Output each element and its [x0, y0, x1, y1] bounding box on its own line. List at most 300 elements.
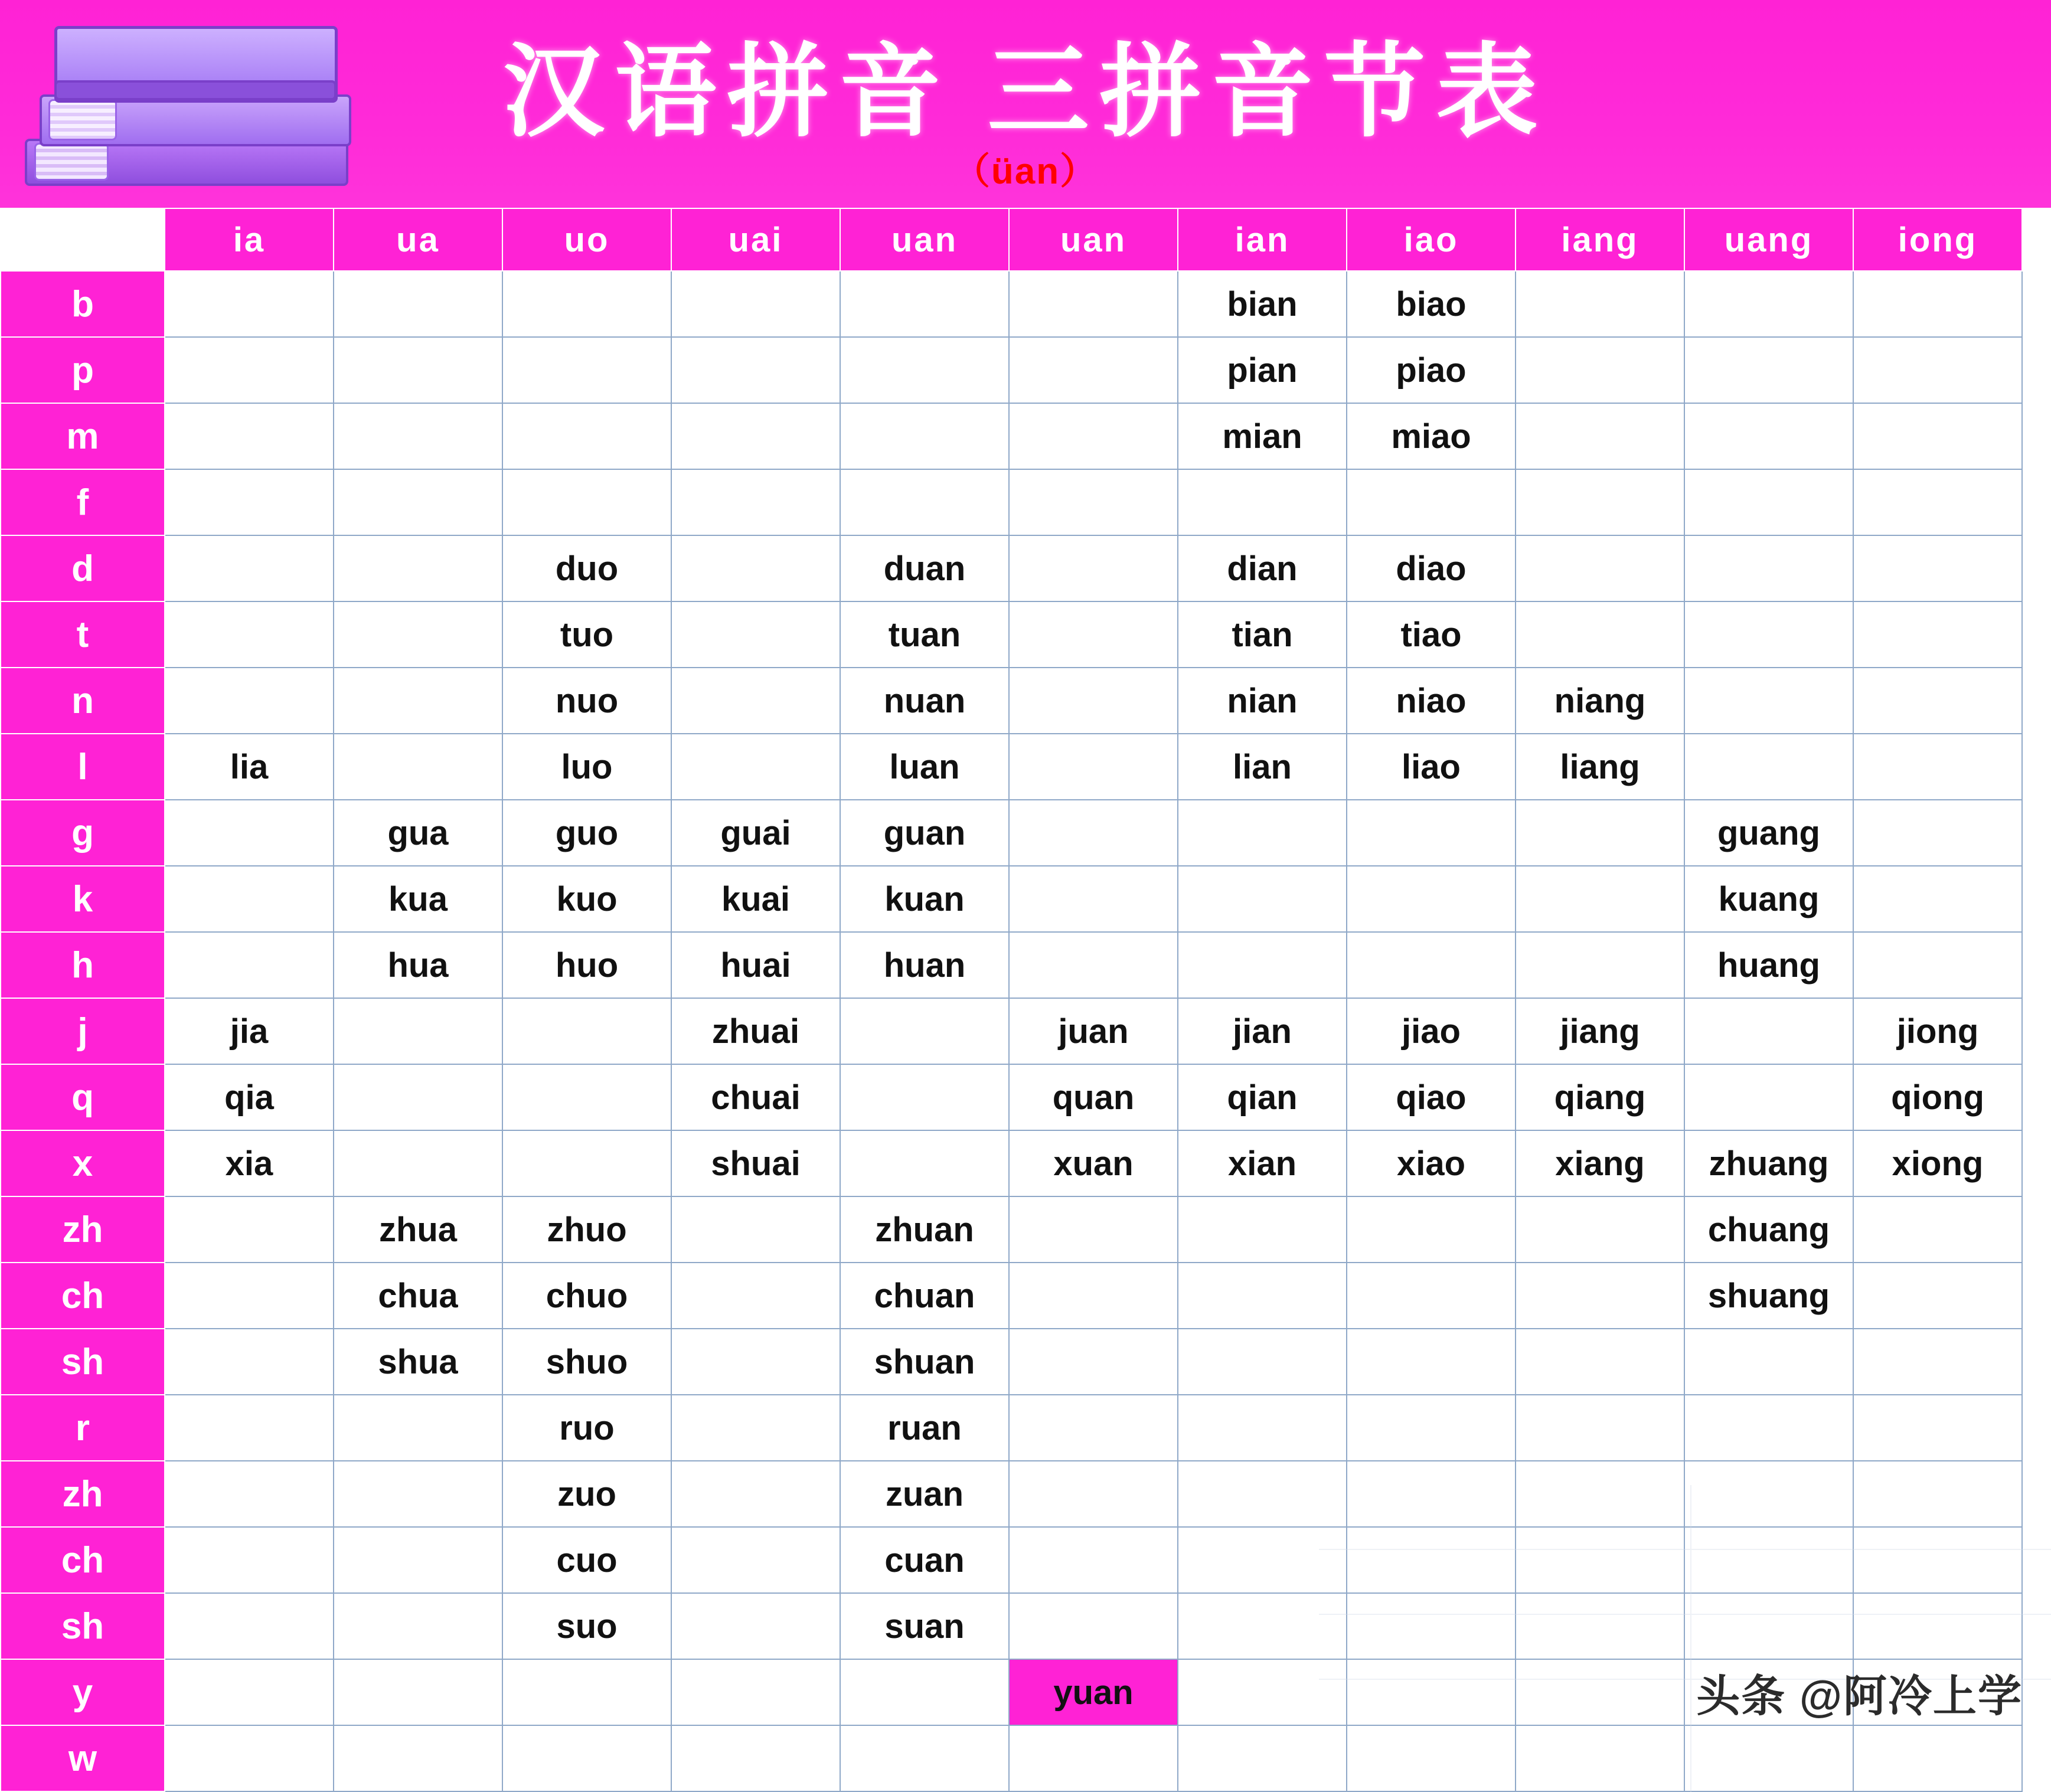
- cell: [1178, 866, 1347, 932]
- cell: [840, 1130, 1009, 1196]
- cell: [1684, 1461, 1853, 1527]
- cell: [1516, 800, 1684, 866]
- table-row: [1, 469, 2022, 535]
- cell: lian: [1178, 734, 1347, 800]
- cell: [1009, 734, 1178, 800]
- column-header-ia: ia: [165, 208, 334, 271]
- cell: suo: [502, 1593, 671, 1659]
- cell: zhuai: [671, 998, 840, 1064]
- cell: chuai: [671, 1064, 840, 1130]
- table-row: [1, 668, 2022, 734]
- cell: [1009, 601, 1178, 668]
- table-row: [1, 1527, 2022, 1593]
- cell: [1178, 1527, 1347, 1593]
- table-row: [1, 866, 2022, 932]
- cell: chuang: [1684, 1196, 1853, 1263]
- cell: lia: [165, 734, 334, 800]
- cell: niao: [1347, 668, 1516, 734]
- cell: xian: [1178, 1130, 1347, 1196]
- cell: [1853, 1263, 2022, 1329]
- cell: [165, 469, 334, 535]
- cell: [1178, 1593, 1347, 1659]
- header-banner: [0, 0, 2051, 208]
- cell: qiang: [1516, 1064, 1684, 1130]
- cell: [1516, 1395, 1684, 1461]
- cell: miao: [1347, 403, 1516, 469]
- row-initial-t: t: [1, 601, 165, 668]
- table-row: [1, 601, 2022, 668]
- cell: [165, 800, 334, 866]
- cell: [671, 535, 840, 601]
- cell: juan: [1009, 998, 1178, 1064]
- cell: shuang: [1684, 1263, 1853, 1329]
- cell: jia: [165, 998, 334, 1064]
- cell: [1009, 866, 1178, 932]
- cell: [334, 535, 502, 601]
- cell: [1853, 403, 2022, 469]
- cell: guo: [502, 800, 671, 866]
- cell: [1516, 535, 1684, 601]
- table-row: [1, 734, 2022, 800]
- cell: [671, 1196, 840, 1263]
- cell: [1684, 998, 1853, 1064]
- cell: [1516, 337, 1684, 403]
- cell: [165, 668, 334, 734]
- column-header-uang: uang: [1684, 208, 1853, 271]
- cell: [1178, 1263, 1347, 1329]
- cell: [1684, 403, 1853, 469]
- cell: [1009, 469, 1178, 535]
- cell: duo: [502, 535, 671, 601]
- cell: [165, 932, 334, 998]
- cell: [165, 1329, 334, 1395]
- cell: nian: [1178, 668, 1347, 734]
- cell: jiang: [1516, 998, 1684, 1064]
- cell: [1853, 469, 2022, 535]
- cell: [1684, 469, 1853, 535]
- cell: [671, 668, 840, 734]
- row-initial-q: q: [1, 1064, 165, 1130]
- cell: nuan: [840, 668, 1009, 734]
- cell: [671, 1461, 840, 1527]
- cell: [165, 403, 334, 469]
- cell: tuo: [502, 601, 671, 668]
- cell: [165, 1527, 334, 1593]
- cell: [334, 1725, 502, 1791]
- cell: [1853, 800, 2022, 866]
- cell: [1853, 337, 2022, 403]
- cell: [1516, 866, 1684, 932]
- cell: [165, 601, 334, 668]
- cell: niang: [1516, 668, 1684, 734]
- cell: [840, 337, 1009, 403]
- cell: [334, 668, 502, 734]
- cell: [1009, 1527, 1178, 1593]
- cell: guai: [671, 800, 840, 866]
- cell: [1684, 1064, 1853, 1130]
- cell: [840, 1725, 1009, 1791]
- table-row: [1, 1725, 2022, 1791]
- table-row: [1, 1395, 2022, 1461]
- cell: [840, 403, 1009, 469]
- cell: [334, 1593, 502, 1659]
- cell: [1009, 403, 1178, 469]
- cell: xuan: [1009, 1130, 1178, 1196]
- cell: shua: [334, 1329, 502, 1395]
- table-header-row: [1, 208, 2022, 271]
- cell: [334, 1659, 502, 1725]
- cell: [1853, 668, 2022, 734]
- cell: [671, 1725, 840, 1791]
- cell: gua: [334, 800, 502, 866]
- cell: [1178, 1196, 1347, 1263]
- cell: xia: [165, 1130, 334, 1196]
- cell: [1009, 1461, 1178, 1527]
- cell: [1516, 1725, 1684, 1791]
- cell: [1684, 1725, 1853, 1791]
- cell: [1516, 1263, 1684, 1329]
- cell: zhuan: [840, 1196, 1009, 1263]
- cell: [1853, 1725, 2022, 1791]
- row-initial-w: w: [1, 1725, 165, 1791]
- cell: chua: [334, 1263, 502, 1329]
- cell: [502, 998, 671, 1064]
- cell: [671, 1593, 840, 1659]
- cell: kuan: [840, 866, 1009, 932]
- cell: [1684, 1395, 1853, 1461]
- cell: [1516, 601, 1684, 668]
- row-initial-g: g: [1, 800, 165, 866]
- cell: jiao: [1347, 998, 1516, 1064]
- cell: guang: [1684, 800, 1853, 866]
- row-initial-p: p: [1, 337, 165, 403]
- cell: [1178, 1659, 1347, 1725]
- cell: [1853, 535, 2022, 601]
- cell: guan: [840, 800, 1009, 866]
- cell: [1009, 1329, 1178, 1395]
- cell: luan: [840, 734, 1009, 800]
- cell: [1516, 1527, 1684, 1593]
- cell: cuo: [502, 1527, 671, 1593]
- cell: kuai: [671, 866, 840, 932]
- cell: [1347, 1725, 1516, 1791]
- cell: [1009, 271, 1178, 337]
- cell: huan: [840, 932, 1009, 998]
- cell: [1684, 668, 1853, 734]
- row-initial-sh-2: sh: [1, 1593, 165, 1659]
- cell: [334, 337, 502, 403]
- row-initial-n: n: [1, 668, 165, 734]
- cell: [840, 1064, 1009, 1130]
- cell: [1684, 601, 1853, 668]
- column-header-iang: iang: [1516, 208, 1684, 271]
- row-initial-j: j: [1, 998, 165, 1064]
- cell: [671, 601, 840, 668]
- cell: [165, 866, 334, 932]
- table-row: [1, 1593, 2022, 1659]
- cell: pian: [1178, 337, 1347, 403]
- cell: [671, 734, 840, 800]
- cell: qiao: [1347, 1064, 1516, 1130]
- cell: [1009, 1263, 1178, 1329]
- cell: [165, 1659, 334, 1725]
- cell: [334, 1461, 502, 1527]
- cell: [1178, 469, 1347, 535]
- cell: [502, 271, 671, 337]
- cell: [1853, 1329, 2022, 1395]
- cell: [1009, 1196, 1178, 1263]
- cell: [502, 1725, 671, 1791]
- row-initial-k: k: [1, 866, 165, 932]
- cell: [334, 1130, 502, 1196]
- table-row: [1, 932, 2022, 998]
- cell: [334, 601, 502, 668]
- row-initial-sh: sh: [1, 1329, 165, 1395]
- cell: shuo: [502, 1329, 671, 1395]
- cell: [1516, 469, 1684, 535]
- cell: [1347, 1527, 1516, 1593]
- cell: zhuang: [1684, 1130, 1853, 1196]
- cell: ruan: [840, 1395, 1009, 1461]
- cell: [1009, 1593, 1178, 1659]
- cell: [1853, 734, 2022, 800]
- cell: [1347, 800, 1516, 866]
- cell: [1178, 1725, 1347, 1791]
- cell: [671, 469, 840, 535]
- row-initial-x: x: [1, 1130, 165, 1196]
- cell: bian: [1178, 271, 1347, 337]
- cell: tiao: [1347, 601, 1516, 668]
- cell: [1516, 1196, 1684, 1263]
- cell: [1347, 1593, 1516, 1659]
- cell: suan: [840, 1593, 1009, 1659]
- cell: [1853, 1196, 2022, 1263]
- row-initial-l: l: [1, 734, 165, 800]
- cell: [165, 271, 334, 337]
- cell: luo: [502, 734, 671, 800]
- cell: cuan: [840, 1527, 1009, 1593]
- cell: quan: [1009, 1064, 1178, 1130]
- cell: [165, 1593, 334, 1659]
- cell: [502, 1064, 671, 1130]
- cell: [1853, 1395, 2022, 1461]
- cell: [840, 998, 1009, 1064]
- cell: jian: [1178, 998, 1347, 1064]
- cell: [334, 998, 502, 1064]
- cell: [671, 271, 840, 337]
- cell: zhuo: [502, 1196, 671, 1263]
- cell: [502, 337, 671, 403]
- cell: duan: [840, 535, 1009, 601]
- cell: [1009, 668, 1178, 734]
- page-subtitle: （üan）: [953, 151, 1098, 192]
- cell: qia: [165, 1064, 334, 1130]
- cell: [1009, 800, 1178, 866]
- watermark: 头条 @阿冷上学: [1696, 1672, 2023, 1721]
- cell: [1009, 1725, 1178, 1791]
- cell: [165, 1196, 334, 1263]
- cell: [1347, 1461, 1516, 1527]
- cell: [1347, 932, 1516, 998]
- cell: [165, 1395, 334, 1461]
- cell: [1516, 1659, 1684, 1725]
- row-initial-y: y: [1, 1659, 165, 1725]
- cell: [334, 469, 502, 535]
- cell: [1178, 1461, 1347, 1527]
- row-initial-b: b: [1, 271, 165, 337]
- cell: xiong: [1853, 1130, 2022, 1196]
- cell: [1853, 271, 2022, 337]
- cell: tian: [1178, 601, 1347, 668]
- cell: [502, 1659, 671, 1725]
- cell: [502, 403, 671, 469]
- column-header-uan: uan: [840, 208, 1009, 271]
- cell: [671, 337, 840, 403]
- cell: [1009, 932, 1178, 998]
- highlighted-cell-yuan: yuan: [1009, 1659, 1178, 1725]
- table-corner-cell: [1, 208, 165, 271]
- column-header-ian: ian: [1178, 208, 1347, 271]
- cell: [671, 403, 840, 469]
- row-initial-ch: ch: [1, 1263, 165, 1329]
- cell: kua: [334, 866, 502, 932]
- cell: [1853, 1593, 2022, 1659]
- cell: [1516, 1593, 1684, 1659]
- cell: chuan: [840, 1263, 1009, 1329]
- table-row: [1, 1064, 2022, 1130]
- table-row: [1, 800, 2022, 866]
- cell: [671, 1659, 840, 1725]
- page-title: 汉语拼音 三拼音节表: [502, 37, 1549, 149]
- cell: [840, 1659, 1009, 1725]
- cell: [671, 1263, 840, 1329]
- cell: [1853, 932, 2022, 998]
- cell: [1853, 601, 2022, 668]
- cell: shuai: [671, 1130, 840, 1196]
- cell: [1516, 403, 1684, 469]
- table-row: [1, 1263, 2022, 1329]
- cell: hua: [334, 932, 502, 998]
- cell: xiao: [1347, 1130, 1516, 1196]
- column-header-iong: iong: [1853, 208, 2022, 271]
- cell: xiang: [1516, 1130, 1684, 1196]
- cell: [1684, 271, 1853, 337]
- cell: piao: [1347, 337, 1516, 403]
- table-row: [1, 535, 2022, 601]
- cell: [1347, 1263, 1516, 1329]
- cell: biao: [1347, 271, 1516, 337]
- cell: [840, 469, 1009, 535]
- row-initial-h: h: [1, 932, 165, 998]
- row-initial-r: r: [1, 1395, 165, 1461]
- cell: huo: [502, 932, 671, 998]
- cell: [334, 271, 502, 337]
- cell: [1347, 1395, 1516, 1461]
- cell: [165, 337, 334, 403]
- cell: [1178, 800, 1347, 866]
- cell: [1347, 1329, 1516, 1395]
- cell: [1684, 337, 1853, 403]
- cell: [671, 1395, 840, 1461]
- cell: [1516, 1461, 1684, 1527]
- cell: huai: [671, 932, 840, 998]
- table-row: [1, 1130, 2022, 1196]
- row-initial-m: m: [1, 403, 165, 469]
- cell: [502, 469, 671, 535]
- cell: [334, 734, 502, 800]
- column-header-ua: ua: [334, 208, 502, 271]
- table-row: [1, 998, 2022, 1064]
- cell: [671, 1329, 840, 1395]
- row-initial-d: d: [1, 535, 165, 601]
- column-header-uai: uai: [671, 208, 840, 271]
- pinyin-table-body: [1, 271, 2022, 1791]
- table-row: [1, 1461, 2022, 1527]
- cell: [1853, 1461, 2022, 1527]
- cell: zhua: [334, 1196, 502, 1263]
- cell: [1684, 535, 1853, 601]
- table-row: [1, 337, 2022, 403]
- column-header-uo: uo: [502, 208, 671, 271]
- cell: [334, 403, 502, 469]
- cell: [1684, 1527, 1853, 1593]
- cell: [1178, 1395, 1347, 1461]
- cell: [1853, 866, 2022, 932]
- row-initial-f: f: [1, 469, 165, 535]
- cell: kuo: [502, 866, 671, 932]
- table-row: [1, 403, 2022, 469]
- cell: [502, 1130, 671, 1196]
- cell: liao: [1347, 734, 1516, 800]
- cell: [1347, 469, 1516, 535]
- cell: [334, 1395, 502, 1461]
- cell: [165, 535, 334, 601]
- cell: [840, 271, 1009, 337]
- cell: kuang: [1684, 866, 1853, 932]
- cell: [1178, 1329, 1347, 1395]
- row-initial-zh-2: zh: [1, 1461, 165, 1527]
- cell: [1178, 932, 1347, 998]
- cell: [334, 1064, 502, 1130]
- cell: [1516, 271, 1684, 337]
- cell: [1347, 1659, 1516, 1725]
- row-initial-ch-2: ch: [1, 1527, 165, 1593]
- table-row: [1, 1329, 2022, 1395]
- cell: chuo: [502, 1263, 671, 1329]
- cell: [334, 1527, 502, 1593]
- cell: [1684, 1593, 1853, 1659]
- cell: ruo: [502, 1395, 671, 1461]
- cell: dian: [1178, 535, 1347, 601]
- cell: mian: [1178, 403, 1347, 469]
- cell: zuo: [502, 1461, 671, 1527]
- cell: liang: [1516, 734, 1684, 800]
- cell: [1516, 1329, 1684, 1395]
- cell: jiong: [1853, 998, 2022, 1064]
- cell: huang: [1684, 932, 1853, 998]
- cell: qian: [1178, 1064, 1347, 1130]
- cell: [1009, 1395, 1178, 1461]
- cell: [165, 1263, 334, 1329]
- cell: [1516, 932, 1684, 998]
- cell: [165, 1461, 334, 1527]
- cell: [1684, 734, 1853, 800]
- cell: nuo: [502, 668, 671, 734]
- table-row: [1, 271, 2022, 337]
- pinyin-table-wrap: [0, 208, 2051, 1792]
- cell: zuan: [840, 1461, 1009, 1527]
- pinyin-table: [0, 208, 2023, 1792]
